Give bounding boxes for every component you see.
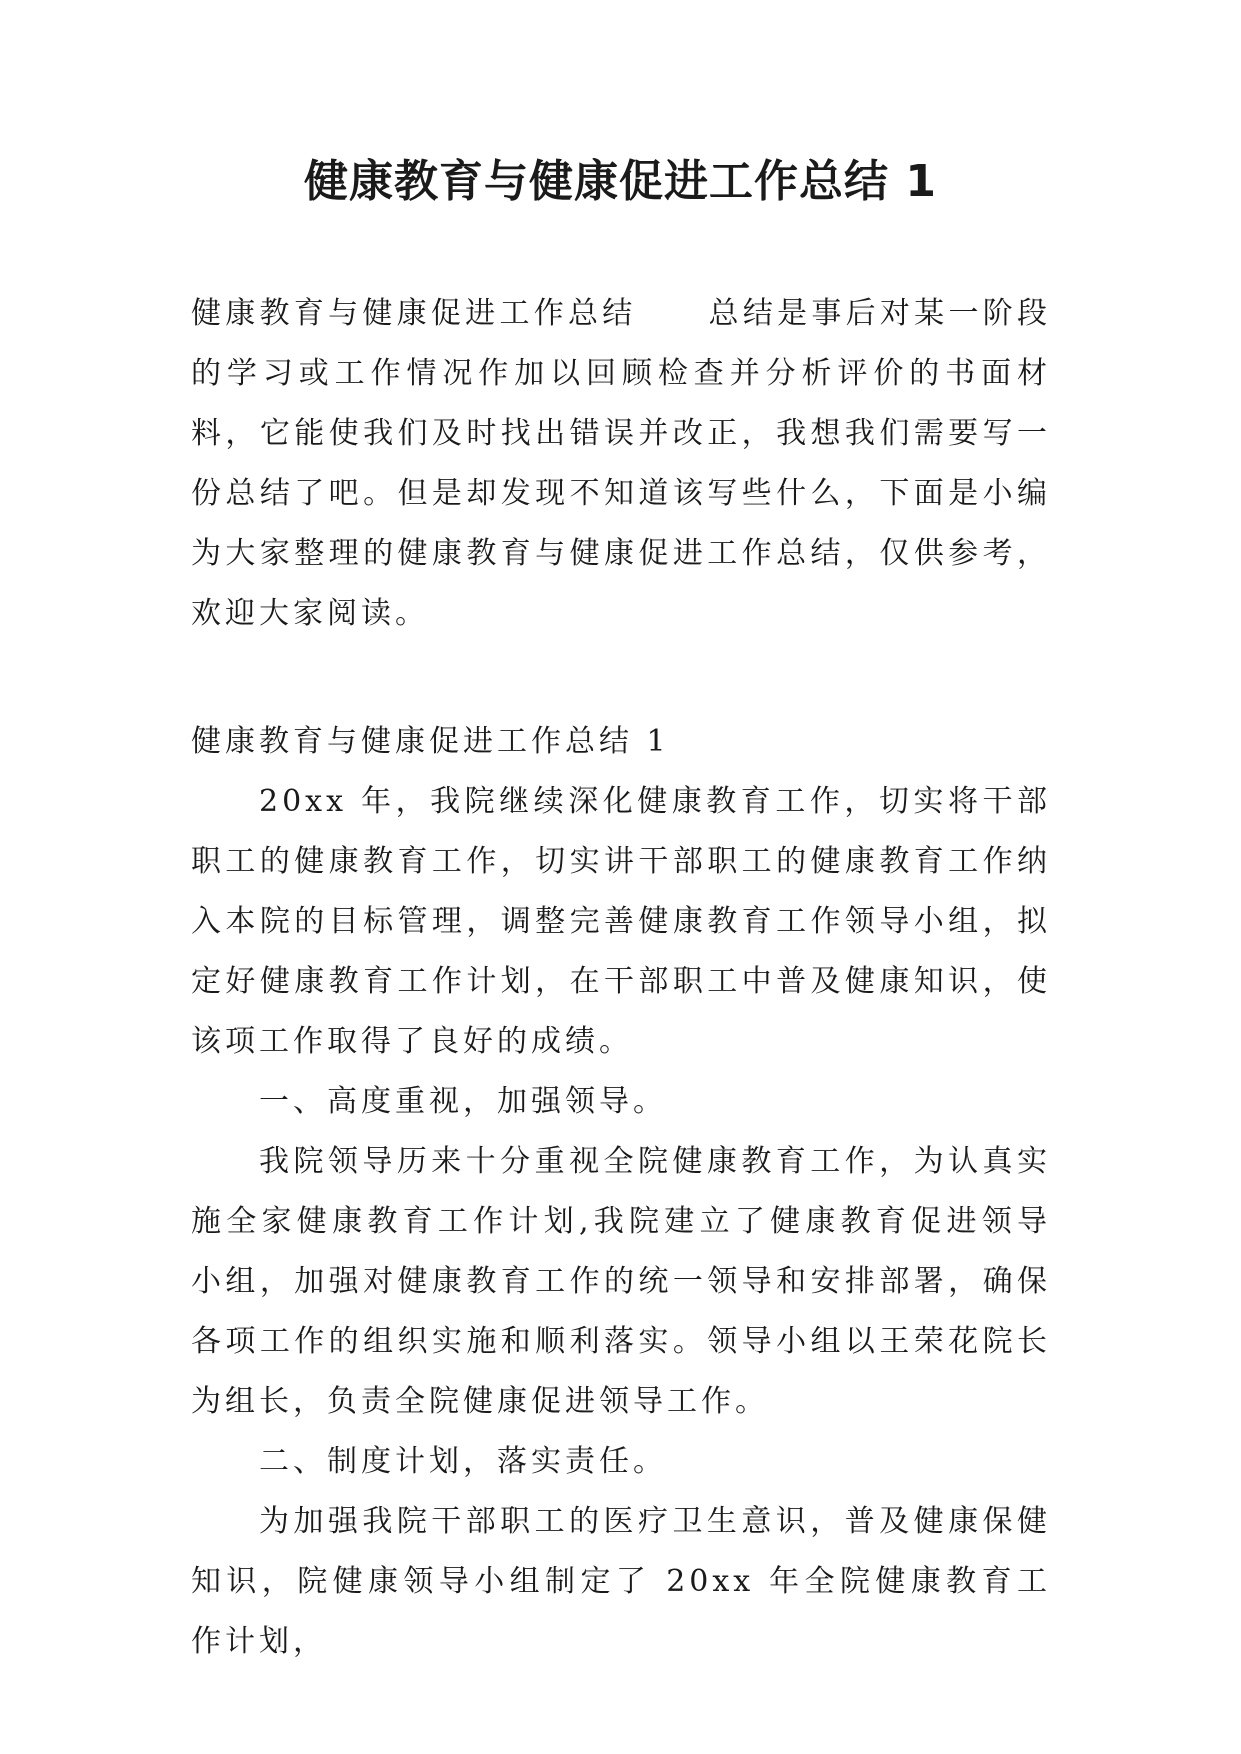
document-title: 健康教育与健康促进工作总结 1: [304, 156, 937, 207]
section-heading: 健康教育与健康促进工作总结 1: [191, 724, 670, 759]
paragraph-plan: 为加强我院干部职工的医疗卫生意识，普及健康保健知识，院健康领导小组制定了 20xx 年全院健康教育工作计划，: [191, 1504, 1051, 1659]
paragraph-overview: 20xx 年，我院继续深化健康教育工作，切实将干部职工的健康教育工作，切实讲干部职工的健康教育工作纳入本院的目标管理，调整完善健康教育工作领导小组，拟定好健康教育工作计划，在干部职工中普及健康知识，使该项工作取得了良好的成绩。: [191, 784, 1051, 1059]
intro-paragraph: [191, 284, 1051, 644]
intro-lead: 健康教育与健康促进工作总结: [191, 296, 637, 331]
section-spacer: [191, 644, 1051, 712]
intro-text: 总结是事后对某一阶段的学习或工作情况作加以回顾检查并分析评价的书面材料，它能使我们及时找出错误并改正，我想我们需要写一份总结了吧。但是却发现不知道该写些什么，下面是小编为大家整理的健康教育与健康促进工作总结，仅供参考，欢迎大家阅读。: [191, 296, 1052, 631]
heading-point-two: 二、制度计划，落实责任。: [259, 1444, 667, 1479]
document-body: [191, 284, 1051, 1672]
heading-point-one: 一、高度重视，加强领导。: [259, 1084, 667, 1119]
paragraph-leadership: 我院领导历来十分重视全院健康教育工作，为认真实施全家健康教育工作计划,我院建立了健康教育促进领导小组，加强对健康教育工作的统一领导和安排部署，确保各项工作的组织实施和顺利落实。领导小组以王荣花院长为组长，负责全院健康促进领导工作。: [191, 1144, 1051, 1419]
